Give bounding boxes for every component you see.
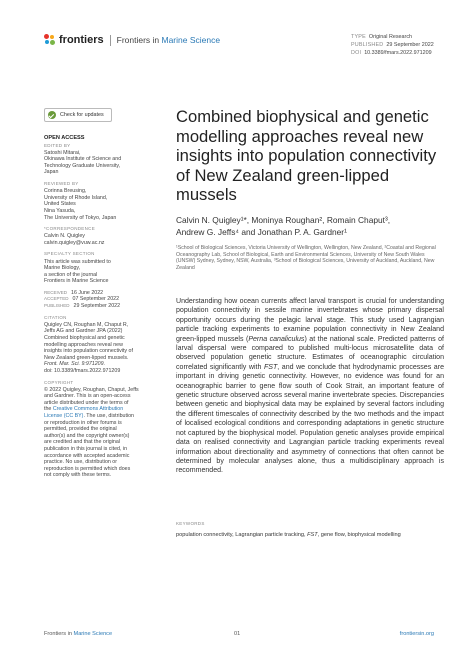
footer-journal: Frontiers in Marine Science [44, 631, 113, 637]
reviewed-by-section: REVIEWED BY Corinna Breusing, University of Rhode Island, United States Nina Yasuda, The University of Tokyo, Japan [44, 181, 117, 221]
check-icon [48, 111, 56, 119]
frontiers-logo-icon [44, 34, 56, 46]
meta-doi[interactable]: DOI 10.3389/fmars.2022.971209 [351, 50, 432, 56]
copyright-section: COPYRIGHT © 2022 Quigley, Roughan, Chaput, Jeffs and Gardner. This is an open-access article distributed under the terms of the Creative Commons Attribution License (CC BY). The use, distribution or reproduction in other forums is permitted, provided the original author(s) and the copyright owner(s) are credited and that the original publication in this journal is cited, in accordance with accepted academic practice. No use, distribution or reproduction is permitted which does not comply with these terms. [44, 379, 139, 479]
affiliations: ¹School of Biological Sciences, Victoria University of Wellington, Wellington, New Zealand, ²Coastal and Regional Oceanography Lab, School of Biological, Earth and Environmental Sciences, University of New South Wales (UNSW) Sydney, Sydney, NSW, Australia, ³School of Biological Sciences, University of Auckland, Auckland, New Zealand [176, 245, 436, 271]
meta-type: TYPE Original Research [351, 34, 413, 40]
keywords-label: KEYWORDS [176, 521, 205, 526]
article-sidebar [44, 108, 156, 484]
citation-section: CITATION Quigley CN, Roughan M, Chaput R, Jeffs AG and Gardner JPA (2022) Combined biophysical and genetic modelling approaches reveal new insights into population connectivity of New Zealand green-lipped mussels. Front. Mar. Sci. 9:971209. doi: 10.3389/fmars.2022.971209 [44, 314, 133, 374]
header-divider [110, 35, 111, 46]
cc-license-link-2[interactable]: License (CC BY) [44, 412, 84, 419]
brand-name: frontiers [59, 34, 104, 46]
footer-site-link[interactable]: frontiersin.org [399, 631, 434, 637]
meta-published: PUBLISHED 29 September 2022 [351, 42, 434, 48]
edited-by-section: EDITED BY Satoshi Mitarai, Okinawa Institute of Science and Technology Graduate University, Japan [44, 142, 122, 176]
keywords: population connectivity, Lagrangian particle tracking, FST, gene flow, biophysical modelling [176, 532, 401, 538]
keywords-section [176, 521, 444, 538]
abstract: Understanding how ocean currents affect larval transport is crucial for understanding population connectivity in sessile marine invertebrates whose primary dispersal opportunity occurs during the pelagic larval stage. This study used Lagrangian particle tracking experiments to examine population connectivity in New Zealand green-lipped mussels (Perna canaliculus) at the national scale. Predicted patterns of larval dispersal were compared to published multi-locus microsatellite data of observed population genetic structure. Estimates of oceanographic circulation correlated significantly with FST, and we conclude that hydrodynamic processes are important in driving genetic connectivity. However, no evidence was found for an oceanographic barrier to gene flow south of Cook Strait, an important feature of genetic structure observed across several marine invertebrate species. Discrepancies between genetic and biophysical data may be explained by several factors including the different timescales of connectivity described by the two methods and the impact of localised ecological conditions and corresponding adaptations in genetic structure not captured by the biophysical model. Population genetic analyses provide empirical data on realised connectivity and Lagrangian particle tracking experiments reveal information about directionality and asymmetry of connections that often cannot be determined by molecular analyses alone, thus a multidisciplinary approach is recommended. [176, 298, 444, 475]
cc-license-link[interactable]: Creative Commons Attribution [52, 406, 124, 413]
author-list [176, 214, 446, 238]
frontiers-logo[interactable] [44, 34, 220, 46]
open-access-label: OPEN ACCESS [44, 135, 85, 141]
check-for-updates-button[interactable]: Check for updates [44, 108, 112, 122]
article-title: Combined biophysical and genetic modelling approaches reveal new insights into population connectivity of New Zealand green-lipped mussels [176, 107, 437, 205]
authors-line-2: Andrew G. Jeffs⁴ and Jonathan P. A. Gardner¹ [176, 227, 347, 237]
dates-section: RECEIVED 16 June 2022 ACCEPTED 07 September 2022 PUBLISHED 29 September 2022 [44, 289, 121, 310]
specialty-section: SPECIALTY SECTION This article was submitted to Marine Biology, a section of the journal Frontiers in Marine Science [44, 251, 111, 285]
correspondence-email[interactable]: calvin.quigley@vuw.ac.nz [44, 239, 105, 246]
page-number: 01 [234, 631, 241, 637]
journal-name: Frontiers in Marine Science [116, 35, 221, 45]
article-meta [351, 33, 434, 57]
correspondence-section: *CORRESPONDENCE Calvin N. Quigley calvin.quigley@vuw.ac.nz [44, 226, 156, 246]
page-header [44, 30, 434, 70]
authors-line-1: Calvin N. Quigley¹*, Moninya Roughan², Romain Chaput³, [176, 215, 391, 225]
